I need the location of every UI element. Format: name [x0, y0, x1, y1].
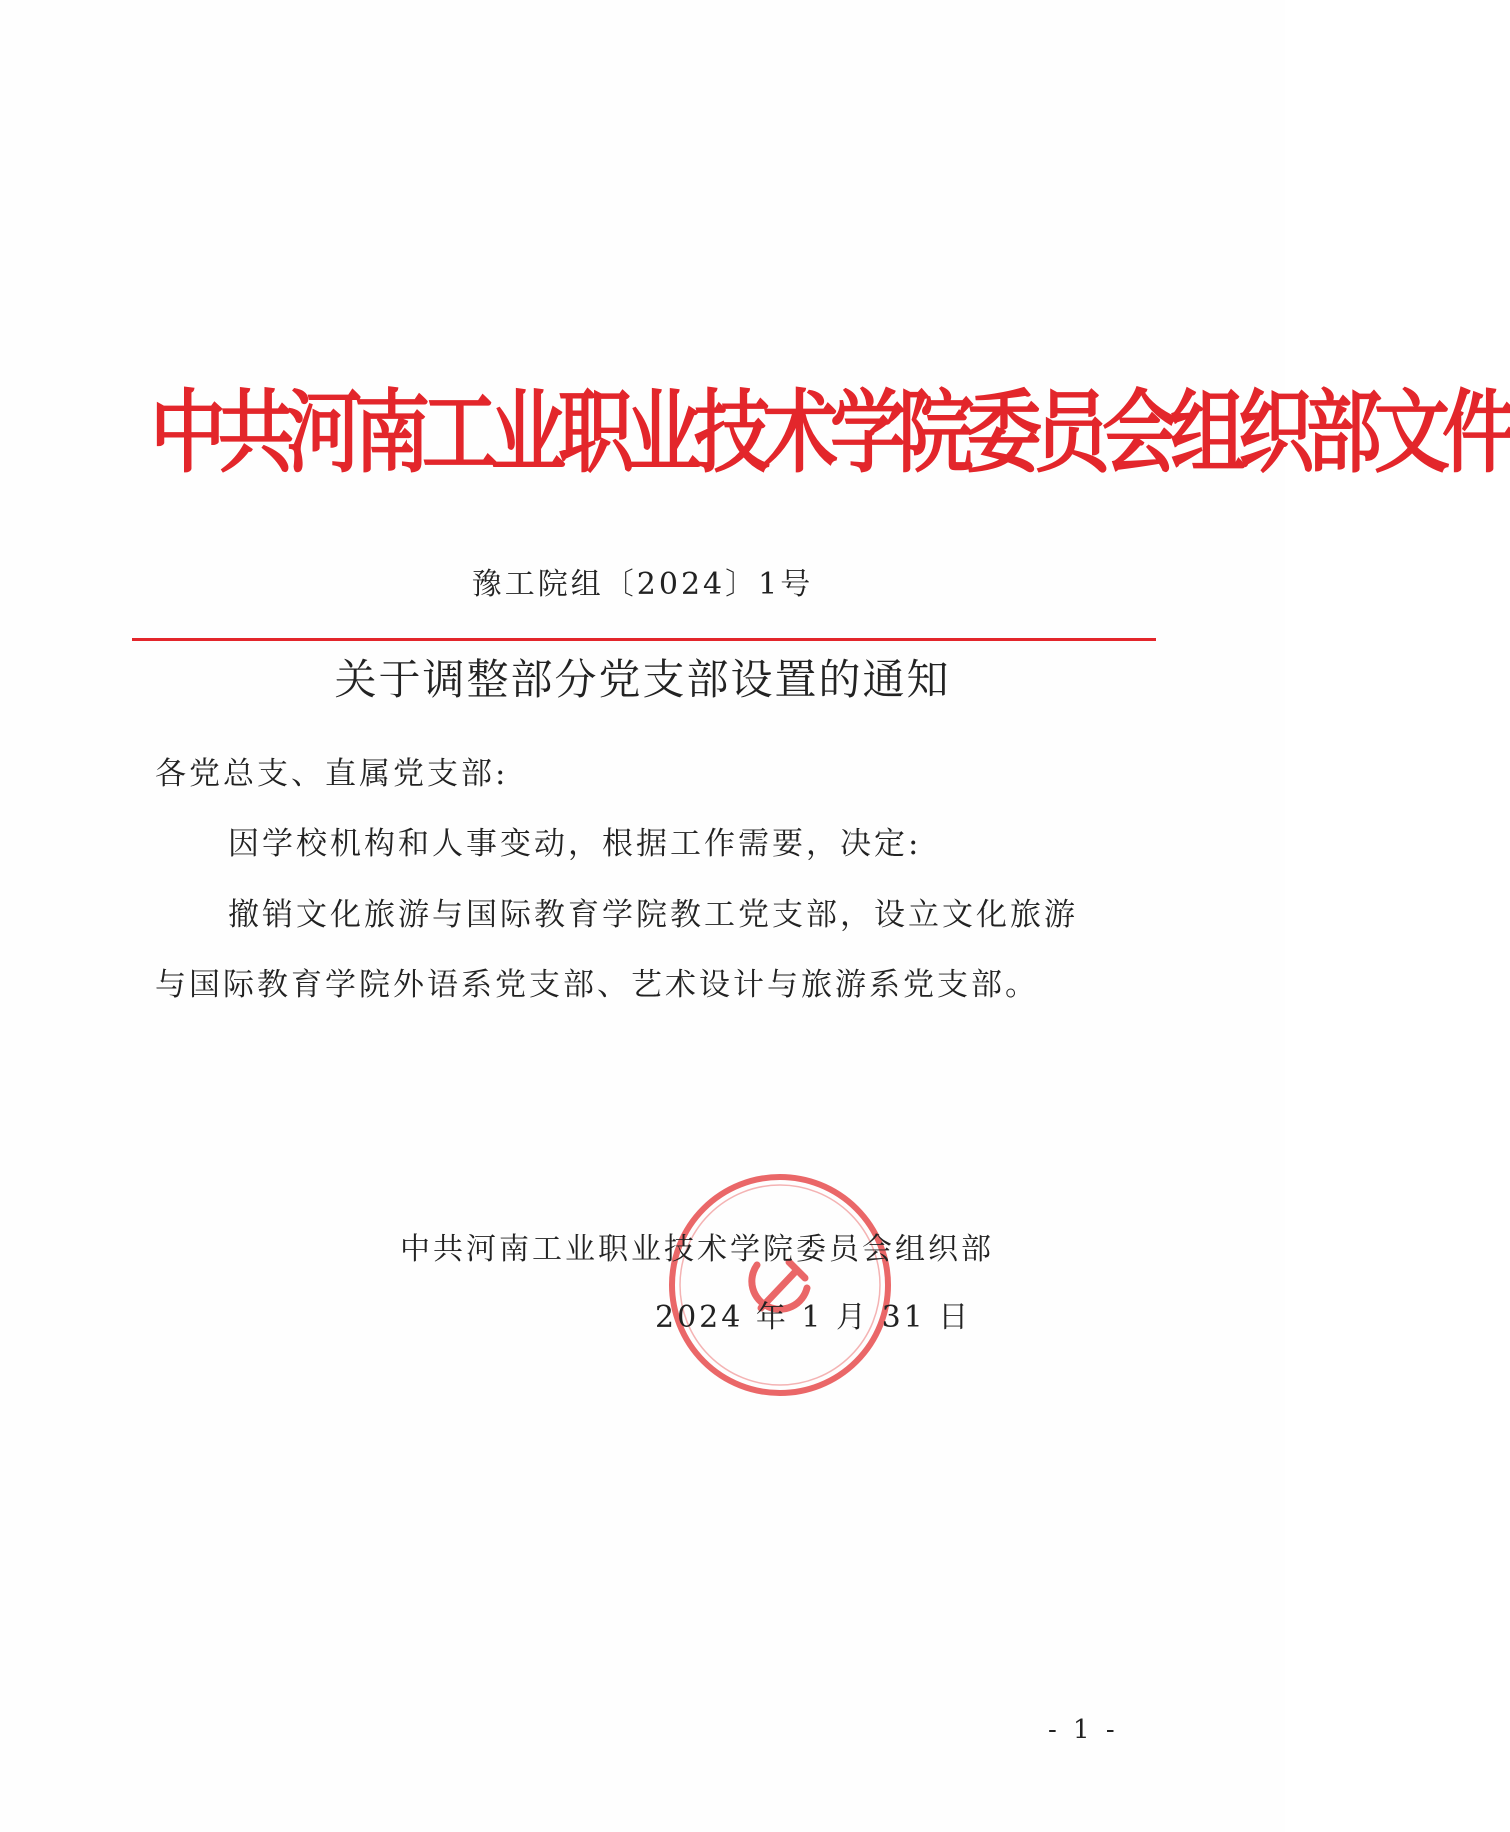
- signature-organization: 中共河南工业职业技术学院委员会组织部: [400, 1232, 994, 1267]
- document-number: 豫工院组〔2024〕1号: [471, 567, 814, 602]
- notice-title: 关于调整部分党支部设置的通知: [334, 655, 951, 704]
- body-paragraph-2-line-2: 与国际教育学院外语系党支部、艺术设计与旅游系党支部。: [155, 967, 1039, 1003]
- signature-date: 2024 年 1 月 31 日: [655, 1300, 972, 1335]
- document-header-title: 中共河南工业职业技术学院委员会组织部文件: [150, 379, 1510, 485]
- body-paragraph-1: 因学校机构和人事变动，根据工作需要，决定:: [228, 826, 922, 862]
- official-seal-stamp: [665, 1170, 895, 1400]
- salutation: 各党总支、直属党支部:: [155, 756, 509, 792]
- body-paragraph-2-line-1: 撤销文化旅游与国际教育学院教工党支部，设立文化旅游: [228, 897, 1078, 933]
- page-number: - 1 -: [1048, 1715, 1119, 1745]
- header-red-rule: [132, 638, 1156, 641]
